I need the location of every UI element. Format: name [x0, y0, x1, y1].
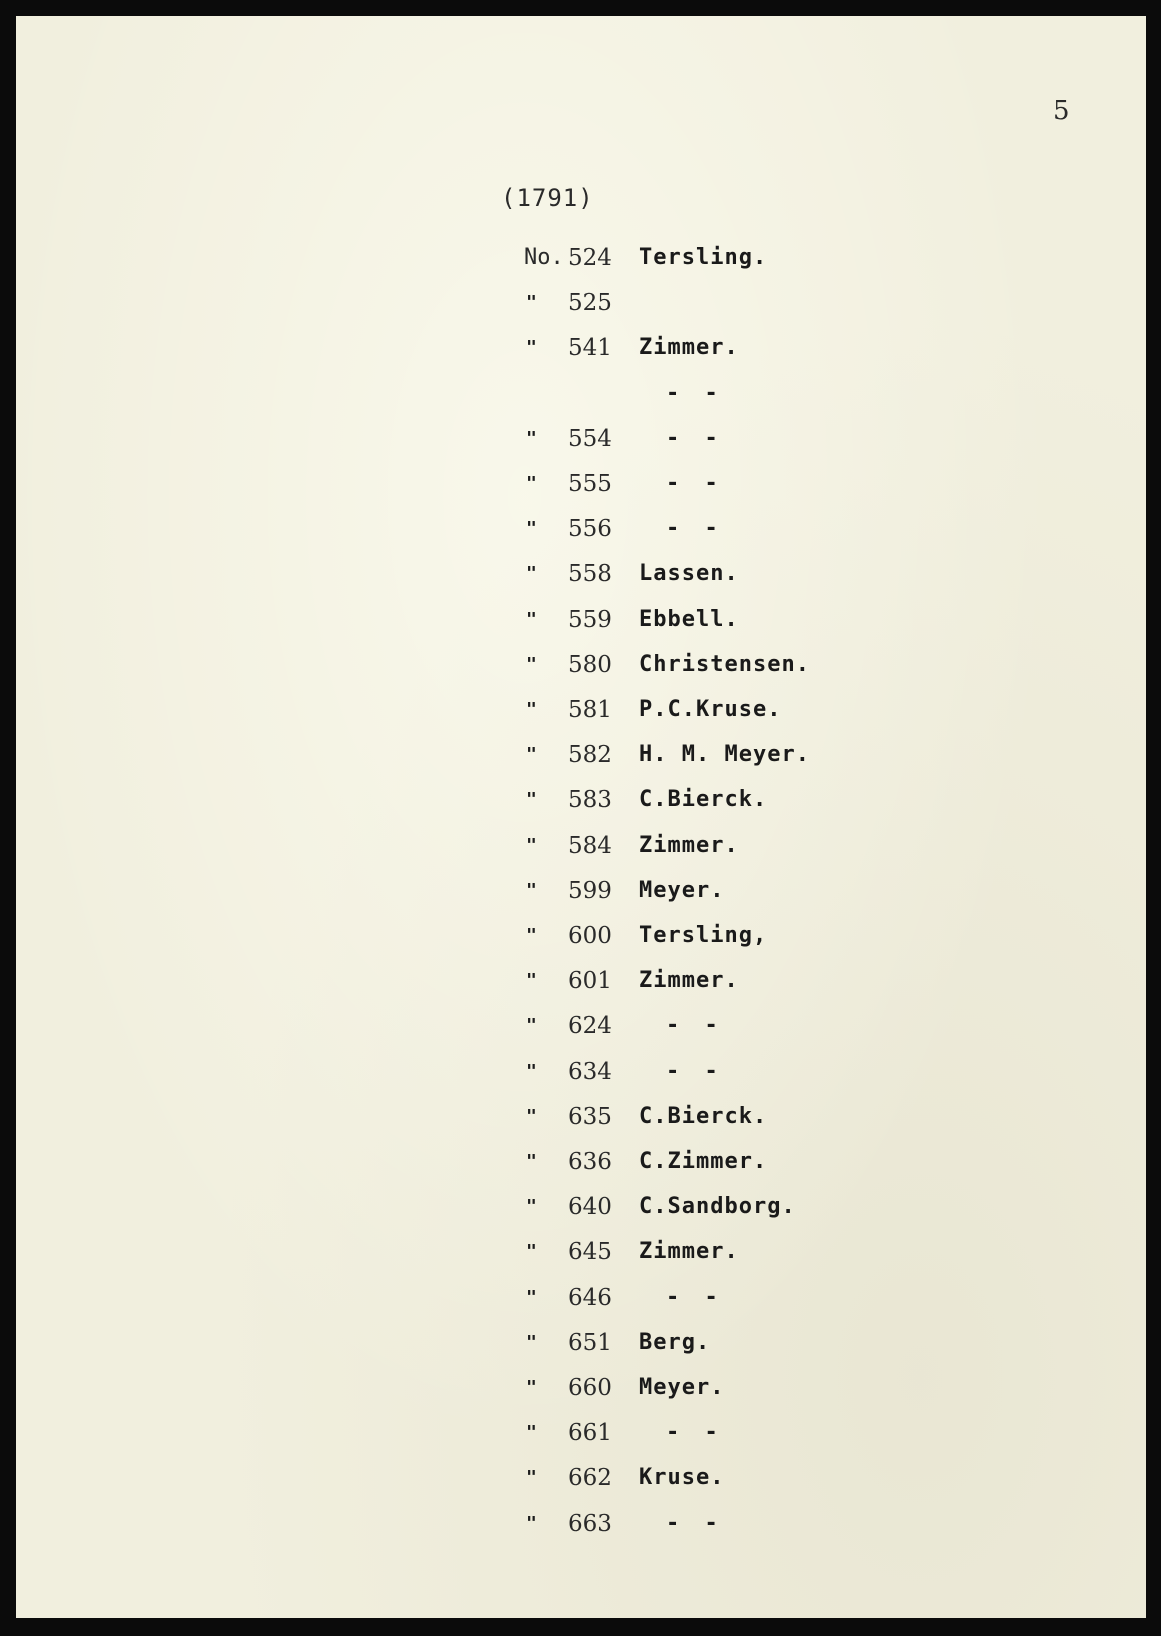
entry-row [16, 554, 1146, 594]
repeat-dash: - - [666, 516, 724, 542]
entry-row [16, 1458, 1146, 1498]
entry-number: 558 [568, 561, 612, 588]
ditto-mark: " [526, 337, 537, 359]
entry-number: 525 [568, 290, 612, 317]
entry-name: Zimmer. [639, 335, 739, 361]
entry-name: Tersling. [639, 245, 768, 270]
entry-row [16, 690, 1146, 730]
entry-row [16, 283, 1146, 323]
entry-number: 634 [568, 1058, 612, 1085]
ditto-mark: " [526, 834, 537, 856]
ditto-mark: " [526, 1151, 537, 1172]
entry-number: 599 [568, 877, 612, 904]
entry-number: 646 [568, 1284, 612, 1311]
entry-number: 554 [568, 425, 612, 452]
entry-row [16, 1052, 1146, 1092]
ditto-mark: " [526, 1196, 537, 1218]
entry-row [16, 916, 1146, 956]
ditto-mark: " [526, 1060, 537, 1082]
repeat-dash: - - [666, 1058, 724, 1084]
ditto-mark: " [526, 879, 537, 901]
entry-row [16, 645, 1146, 685]
repeat-dash: - - [666, 380, 724, 406]
entry-row [16, 238, 1146, 278]
entry-name: P.C.Kruse. [639, 697, 782, 722]
entry-row [16, 1097, 1146, 1137]
repeat-dash: - - [666, 1420, 724, 1446]
ditto-mark: " [526, 518, 537, 540]
entry-row [16, 735, 1146, 775]
ditto-mark: " [526, 563, 537, 585]
entry-number: 651 [568, 1329, 612, 1356]
ditto-mark: " [526, 1467, 537, 1489]
entry-row [16, 1006, 1146, 1046]
ditto-mark: " [526, 1241, 537, 1263]
entry-row [16, 871, 1146, 911]
entry-number: 541 [568, 335, 612, 362]
entry-number: 663 [568, 1510, 612, 1537]
entry-name: Zimmer. [639, 968, 739, 994]
ditto-mark: " [526, 1377, 537, 1398]
entry-name: C.Zimmer. [639, 1149, 768, 1174]
entry-name: H. M. Meyer. [639, 742, 810, 768]
entry-row [16, 328, 1146, 368]
ditto-mark: " [526, 608, 537, 630]
entry-row [16, 826, 1146, 866]
document-page [16, 16, 1146, 1618]
entry-row [16, 1413, 1146, 1453]
entry-number: 580 [568, 651, 612, 678]
entry-name: Meyer. [639, 877, 725, 903]
entry-row [16, 1278, 1146, 1318]
entry-number: 661 [568, 1420, 612, 1447]
repeat-dash: - - [666, 1284, 724, 1310]
entry-row [16, 961, 1146, 1001]
ditto-mark: " [526, 1015, 537, 1037]
entry-number: 582 [568, 742, 612, 769]
entry-number: 524 [568, 245, 612, 271]
entry-row [16, 1187, 1146, 1227]
entry-name: Ebbell. [639, 606, 739, 632]
entry-number: 624 [568, 1013, 612, 1040]
entry-name: Meyer. [639, 1375, 725, 1400]
entry-number: 583 [568, 787, 612, 814]
entry-number: 635 [568, 1103, 612, 1130]
ditto-mark: " [526, 699, 537, 720]
entry-number: 556 [568, 516, 612, 543]
repeat-dash: - - [666, 1013, 724, 1039]
entry-row [16, 1142, 1146, 1182]
entry-row [16, 1323, 1146, 1363]
entry-name: C.Bierck. [639, 787, 768, 813]
entry-row [16, 374, 1146, 414]
entry-name: Christensen. [639, 651, 810, 677]
entry-number: 645 [568, 1239, 612, 1266]
entry-number: 584 [568, 832, 612, 859]
entry-row [16, 509, 1146, 549]
entry-name: Zimmer. [639, 832, 739, 858]
ditto-mark: " [526, 427, 537, 449]
repeat-dash: - - [666, 471, 724, 496]
page-number: 5 [1053, 96, 1070, 126]
year-heading: (1791) [501, 184, 594, 212]
ditto-mark: " [526, 744, 537, 766]
entry-number: 555 [568, 471, 612, 497]
entry-row [16, 600, 1146, 640]
ditto-mark: " [526, 789, 537, 811]
ditto-mark: " [526, 653, 537, 675]
entry-number: 636 [568, 1149, 612, 1175]
repeat-dash: - - [666, 425, 724, 451]
repeat-dash: - - [666, 1510, 724, 1536]
entry-name: C.Sandborg. [639, 1194, 796, 1220]
entry-number: 662 [568, 1465, 612, 1492]
entry-number: 660 [568, 1375, 612, 1401]
entry-row [16, 1504, 1146, 1544]
ditto-mark: " [526, 473, 537, 494]
entry-row [16, 1232, 1146, 1272]
entry-number: 640 [568, 1194, 612, 1221]
ditto-mark: " [526, 1105, 537, 1127]
entry-name: C.Bierck. [639, 1103, 768, 1129]
ditto-mark: " [526, 1512, 537, 1534]
entry-number: 600 [568, 923, 612, 949]
ditto-mark: " [526, 1286, 537, 1308]
ditto-mark: " [526, 925, 537, 946]
entry-number: 559 [568, 606, 612, 633]
entry-row [16, 780, 1146, 820]
entry-row [16, 1368, 1146, 1408]
entry-name: Kruse. [639, 1465, 725, 1491]
entry-row [16, 419, 1146, 459]
entry-row [16, 464, 1146, 504]
entry-name: Berg. [639, 1329, 711, 1355]
entry-number: 601 [568, 968, 612, 995]
entry-name: Lassen. [639, 561, 739, 587]
entry-name: Zimmer. [639, 1239, 739, 1265]
ditto-mark: " [526, 970, 537, 992]
ditto-mark: " [526, 1331, 537, 1353]
ditto-mark: " [526, 292, 537, 314]
number-prefix: No. [524, 245, 564, 270]
entry-name: Tersling, [639, 923, 768, 948]
entry-number: 581 [568, 697, 612, 723]
ditto-mark: " [526, 1422, 537, 1444]
